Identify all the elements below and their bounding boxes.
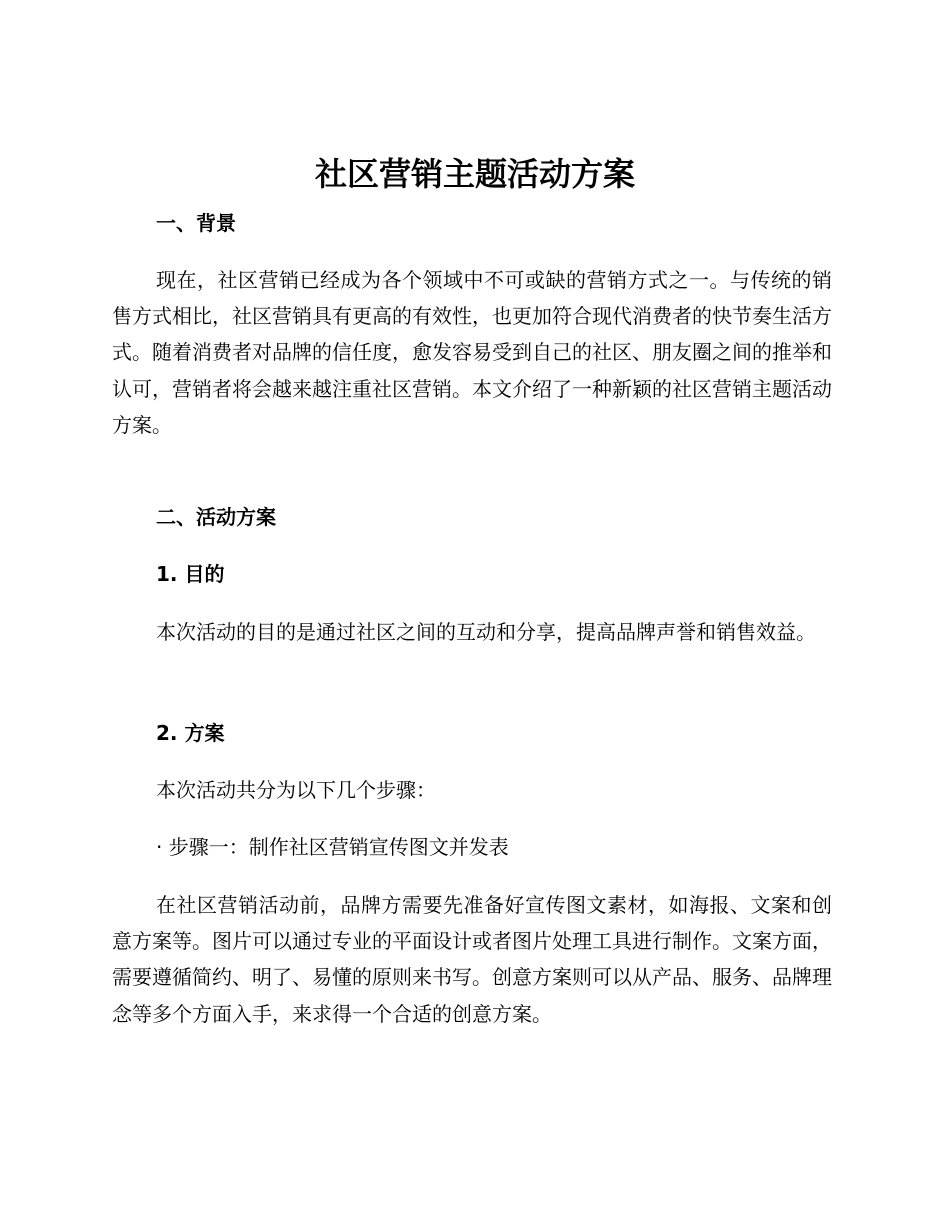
section-heading-activity-plan: 二、活动方案	[156, 505, 276, 529]
subheading-scheme: 2. 方案	[156, 721, 225, 745]
purpose-paragraph: 本次活动的目的是通过社区之间的互动和分享，提高品牌声誉和销售效益。	[156, 620, 816, 644]
scheme-intro: 本次活动共分为以下几个步骤：	[156, 778, 436, 802]
step-one-item: · 步骤一：制作社区营销宣传图文并发表	[156, 835, 509, 859]
section-heading-background: 一、背景	[156, 211, 236, 235]
subheading-purpose: 1. 目的	[156, 562, 225, 586]
background-paragraph: 现在，社区营销已经成为各个领域中不可或缺的营销方式之一。与传统的销售方式相比，社区营销具有更高的有效性，也更加符合现代消费者的快节奏生活方式。随着消费者对品牌的信任度，愈发容易受到自己的社区、朋友圈之间的推举和认可，营销者将会越来越注重社区营销。本文介绍了一种新颖的社区营销主题活动方案。	[112, 268, 832, 437]
document-title: 社区营销主题活动方案	[314, 155, 635, 193]
step-one-paragraph: 在社区营销活动前，品牌方需要先准备好宣传图文素材，如海报、文案和创意方案等。图片可以通过专业的平面设计或者图片处理工具进行制作。文案方面，需要遵循简约、明了、易懂的原则来书写。创意方案则可以从产品、服务、品牌理念等多个方面入手，来求得一个合适的创意方案。	[112, 893, 832, 1026]
